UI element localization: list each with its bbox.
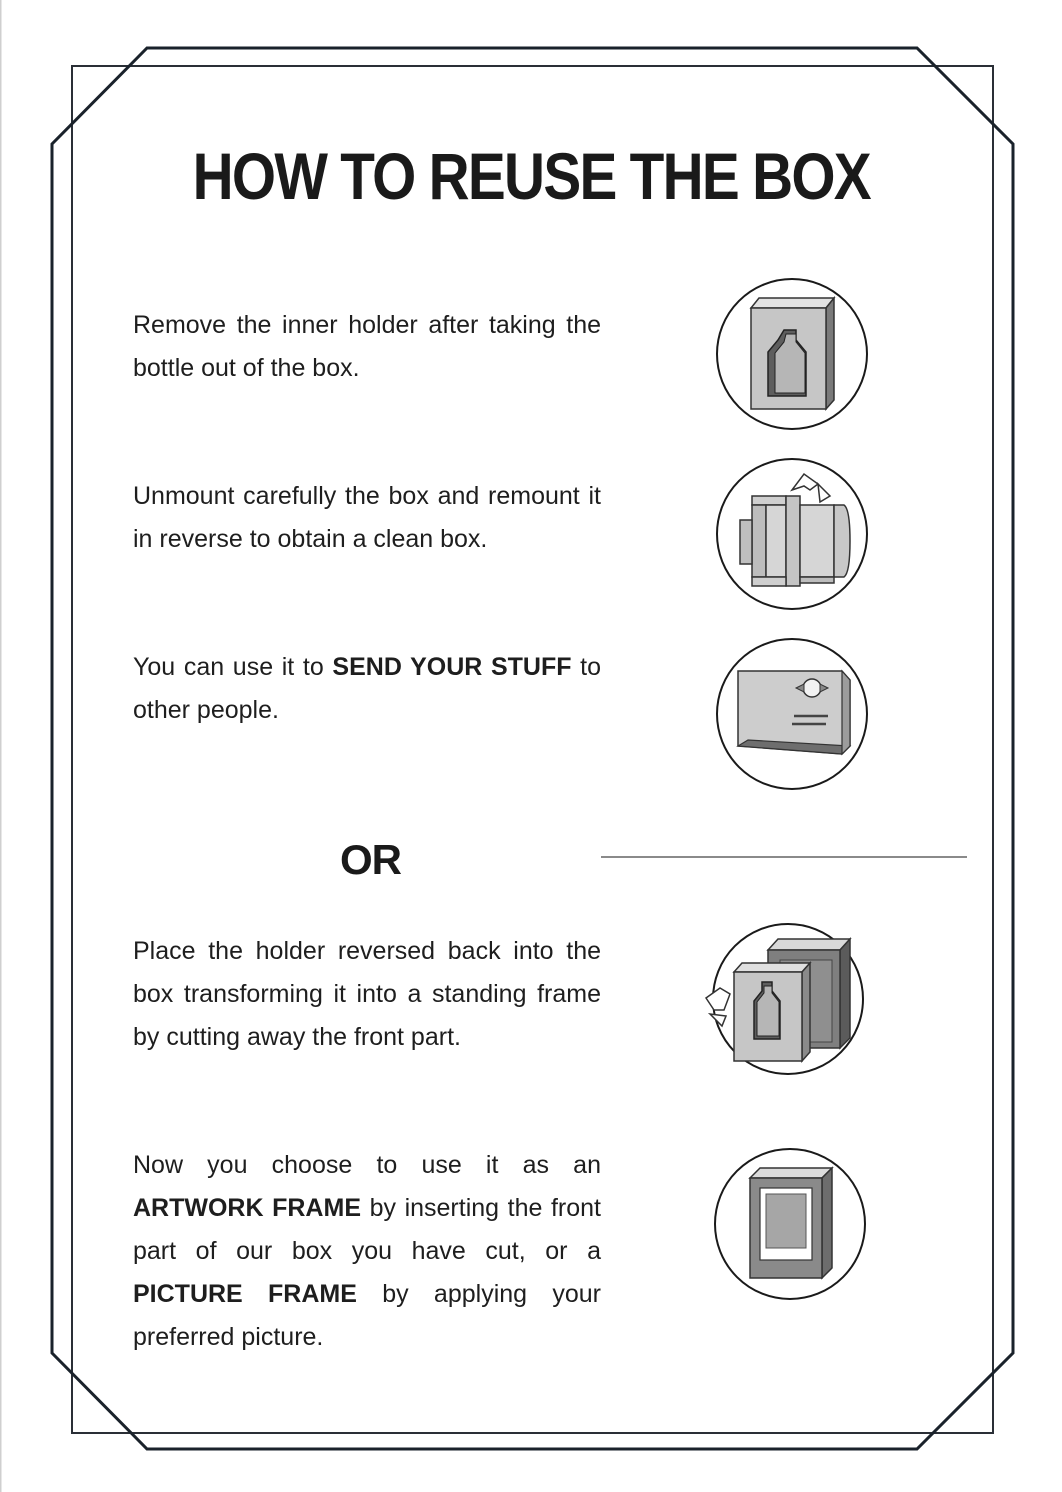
or-label: OR	[340, 836, 401, 883]
mail-box-icon	[714, 636, 871, 791]
send-your-stuff-emphasis: SEND YOUR STUFF	[332, 653, 572, 681]
step-5-text: Now you choose to use it as an ARTWORK FRAME by inserting the front part of our box you have cut, or a PICTURE FRAME by applying your preferred picture.	[133, 1151, 601, 1351]
step-2	[133, 475, 601, 561]
step-1-text: Remove the inner holder after taking the bottle out of the box.	[133, 311, 601, 382]
step-4-text: Place the holder reversed back into the box transforming it into a standing frame by cutting away the front part.	[133, 937, 601, 1051]
bottle-holder-icon	[714, 276, 871, 432]
picture-frame-icon	[712, 1146, 869, 1302]
page-title: HOW TO REUSE THE BOX	[192, 139, 870, 213]
unfolded-box-icon	[714, 456, 871, 613]
step-2-text: Unmount carefully the box and remount it in reverse to obtain a clean box.	[133, 482, 601, 553]
step-3	[133, 646, 601, 732]
picture-frame-emphasis: PICTURE FRAME	[133, 1280, 357, 1308]
standing-frame-icon	[700, 920, 870, 1080]
stamp-icon	[803, 679, 821, 697]
artwork-frame-emphasis: ARTWORK FRAME	[133, 1194, 361, 1222]
step-3-text: You can use it to SEND YOUR STUFF to other people.	[133, 653, 602, 724]
step-1	[133, 304, 601, 390]
step-5	[133, 1144, 601, 1359]
step-4	[133, 930, 601, 1059]
